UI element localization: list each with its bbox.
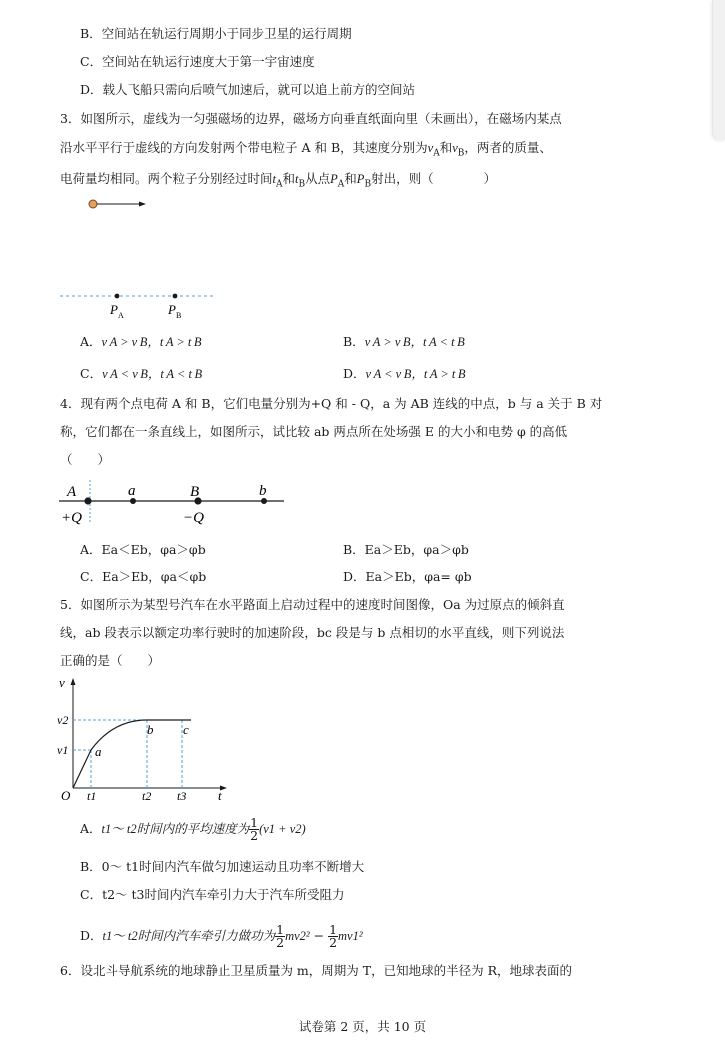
- point-pa: [115, 294, 120, 299]
- label-a: a: [128, 483, 136, 499]
- q4-option-b: B．Ea＞Eb，φa＞φb: [343, 542, 469, 557]
- q4-option-d: D．Ea＞Eb，φa= φb: [343, 569, 472, 584]
- label-pb: $P_B$: [168, 302, 182, 320]
- q2-option-b: B．空间站在轨运行周期小于同步卫星的运行周期: [80, 26, 352, 41]
- q4-stem-line3: （ ）: [60, 452, 111, 467]
- q5-option-c: C．t2～ t3时间内汽车牵引力大于汽车所受阻力: [80, 887, 345, 902]
- q4-stem-line1: 4．现有两个点电荷 A 和 B，它们电量分别为+Q 和 - Q，a 为 AB 连线的中点，b 与 a 关于 B 对: [60, 396, 603, 411]
- label-minus-q: −Q: [183, 510, 204, 526]
- q2-option-d: D．载人飞船只需向后喷气加速后，就可以追上前方的空间站: [80, 82, 416, 97]
- q3-option-a: A．v A > v B，t A > t B: [80, 334, 202, 349]
- q2-option-c: C．空间站在轨运行速度大于第一宇宙速度: [80, 54, 315, 69]
- q6-stem-line1: 6．设北斗导航系统的地球静止卫星质量为 m，周期为 T，已知地球的半径为 R，地球表面的: [60, 963, 572, 978]
- fraction-half: $\frac{1}{2}$: [250, 815, 259, 843]
- fraction-half: $\frac{1}{2}$: [329, 922, 338, 950]
- q3-option-d: D．v A < v B，t A > t B: [343, 366, 466, 381]
- q5-option-d: D．t1～ t2时间内汽车牵引力做功为 $\frac{1}{2}$ mv2² − $\frac{1}{2}$ mv1²: [80, 922, 363, 950]
- label-plus-q: +Q: [61, 510, 82, 526]
- q4-option-c: C．Ea＞Eb，φa＜φb: [80, 569, 207, 584]
- q4-stem-line2: 称，它们都在一条直线上，如图所示，试比较 ab 两点所在处场强 E 的大小和电势 φ 的高低: [60, 424, 568, 439]
- label-point-a: a: [95, 744, 102, 759]
- label-point-c: c: [183, 722, 189, 737]
- q5-option-a: A．t1～ t2时间内的平均速度为 $\frac{1}{2}$ (v1 + v2): [80, 815, 306, 843]
- page-footer: 试卷第 2 页，共 10 页: [298, 1019, 427, 1034]
- label-v: v: [59, 675, 65, 690]
- q5-stem-line2: 线，ab 段表示以额定功率行驶时的加速阶段，bc 段是与 b 点相切的水平直线，则下列说法: [60, 625, 565, 640]
- q3-stem-line1: 3．如图所示，虚线为一匀强磁场的边界，磁场方向垂直纸面向里（未画出），在磁场内某点: [60, 111, 562, 126]
- q4-option-a: A．Ea＜Eb，φa＞φb: [80, 542, 206, 557]
- point-pb: [173, 294, 178, 299]
- q3-option-b: B．v A > v B，t A < t B: [343, 334, 465, 349]
- velocity-arrowhead-icon: [139, 202, 146, 207]
- axis-y-arrowhead-icon: [71, 678, 76, 685]
- fraction-half: $\frac{1}{2}$: [276, 922, 285, 950]
- label-A: A: [67, 484, 77, 500]
- scrollbar[interactable]: [712, 0, 725, 140]
- q3-figure: [55, 192, 235, 327]
- label-pa: $P_A$: [110, 302, 124, 320]
- label-B: B: [190, 484, 200, 500]
- q5-stem-line3: 正确的是（ ）: [60, 653, 161, 668]
- q5-stem-line1: 5．如图所示为某型号汽车在水平路面上启动过程中的速度时间图像，Oa 为过原点的倾斜直: [60, 597, 565, 612]
- label-v2: v2: [57, 713, 69, 727]
- label-t1: t1: [87, 789, 97, 803]
- label-point-b: b: [147, 722, 154, 737]
- label-t2: t2: [142, 789, 152, 803]
- label-t3: t3: [177, 789, 187, 803]
- label-b: b: [259, 483, 267, 499]
- q4-figure: [55, 478, 290, 530]
- particle-icon: [89, 200, 97, 208]
- q5-vt-graph: [55, 674, 235, 804]
- label-origin: O: [61, 788, 71, 803]
- q3-stem-line2: 沿水平平行于虚线的方向发射两个带电粒子 A 和 B，其速度分别为$v_A$和$v_B$，两者的质量、: [60, 140, 552, 159]
- q5-option-b: B．0～ t1时间内汽车做匀加速运动且功率不断增大: [80, 859, 365, 874]
- label-v1: v1: [57, 743, 69, 757]
- charge-a-dot: [84, 497, 91, 504]
- q3-stem-line3: 电荷量均相同。两个粒子分别经过时间$t_A$和$t_B$从点$P_A$和$P_B$射出，则（ ）: [60, 171, 497, 190]
- label-t: t: [218, 788, 222, 803]
- q3-option-c: C．v A < v B，t A < t B: [80, 366, 203, 381]
